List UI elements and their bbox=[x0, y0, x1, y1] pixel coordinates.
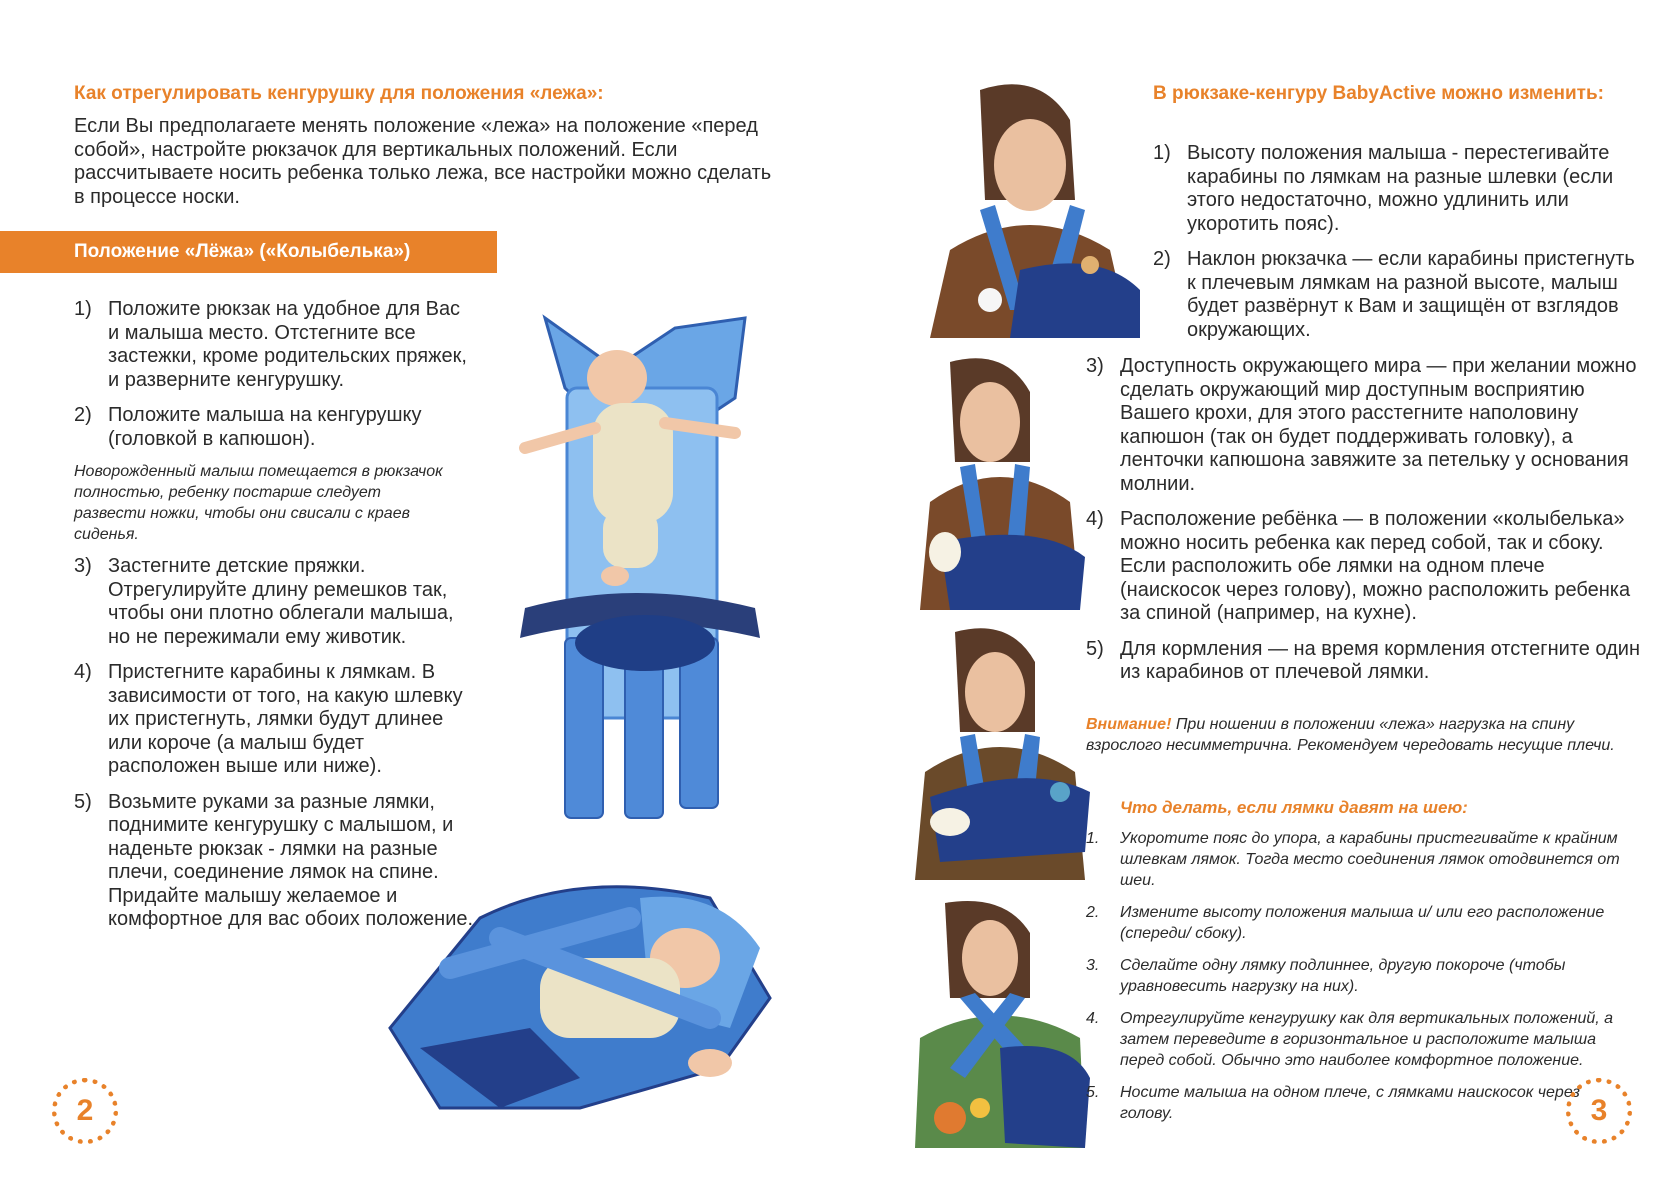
step-item: 5) Возьмите руками за разные лямки, поднимите кенгурушку с малышом, и наденьте рюкзак - лямки на разные плечи, соединение лямок на спине. Придайте малышу желаемое и комфортное для вас обоих положение. bbox=[74, 790, 474, 930]
page-number-right: 3 bbox=[1566, 1078, 1632, 1144]
warning-text: При ношении в положении «лежа» нагрузка на спину взрослого несимметрична. Рекомендуем чередовать несущие плечи. bbox=[1086, 716, 1615, 754]
neck-item: 2. Измените высоту положения малыша и/ или его расположение (спереди/ сбоку). bbox=[1086, 904, 1605, 942]
warning-note bbox=[1086, 714, 1626, 756]
newborn-note: Новорожденный малыш помещается в рюкзачок полностью, ребенку постарше следует развести ножки, чтобы они свисали с краев сиденья. bbox=[74, 463, 443, 543]
neck-item: 3. Сделайте одну лямку подлиннее, другую покороче (чтобы уравновесить нагрузку на них). bbox=[1086, 957, 1566, 995]
woman-carrier-photo-1 bbox=[910, 80, 1150, 338]
woman-carrier-photo-3 bbox=[910, 622, 1090, 880]
neck-list bbox=[1086, 828, 1636, 1135]
change-item: 3) Доступность окружающего мира — при желании можно сделать окружающий мир доступным восприятию Вашего крохи, для этого расстегните наполовину капюшон (так он будет поддерживать головку), а ленточки капюшона завяжите за петельку у основания молнии. bbox=[1086, 355, 1637, 495]
woman-carrier-photo-4 bbox=[910, 898, 1090, 1148]
step-item: 1) Положите рюкзак на удобное для Вас и малыша место. Отстегните все застежки, кроме родительских пряжек, и разверните кенгурушку. bbox=[74, 298, 467, 391]
neck-item: 1. Укоротите пояс до упора, а карабины пристегивайте к крайним шлевкам лямок. Тогда место соединения лямок отодвинется от шеи. bbox=[1086, 830, 1620, 889]
baby-in-hood-photo bbox=[380, 878, 790, 1148]
woman-carrier-photo-2 bbox=[910, 352, 1090, 610]
step-item: 3) Застегните детские пряжки. Отрегулируйте длину ремешков так, чтобы они плотно облегали малыша, но не пережимали ему животик. bbox=[74, 555, 454, 648]
neck-item: 4. Отрегулируйте кенгурушку как для вертикальных положений, а затем переведите в горизонтальное и расположите малыша перед собой. Обычно это наиболее комфортное положение. bbox=[1086, 1010, 1614, 1069]
change-item: 1) Высоту положения малыша - перестегивайте карабины по лямкам на разные шлевки (если этого недостаточно, можно удлинить или укоротить пояс). bbox=[1153, 142, 1614, 235]
change-item: 2) Наклон рюкзачка — если карабины пристегнуть к плечевым лямкам на разной высоте, малыш будет развёрнут к Вам и защищён от взглядов окружающих. bbox=[1153, 248, 1635, 341]
page-number-left: 2 bbox=[52, 1078, 118, 1144]
baby-on-carrier-photo bbox=[505, 308, 770, 828]
step-item: 4) Пристегните карабины к лямкам. В зависимости от того, на какую шлевку их пристегнуть, лямки будут длинее или короче (а малыш будет расположен выше или ниже). bbox=[74, 661, 463, 777]
changes-list-wide bbox=[1086, 355, 1646, 697]
right-section-title: В рюкзаке-кенгуру BabyActive можно изменить: bbox=[1153, 83, 1604, 104]
neck-item: 5. Носите малыша на одном плече, с лямками наискосок через голову. bbox=[1086, 1084, 1580, 1122]
left-intro-paragraph: Если Вы предполагаете менять положение «лежа» на положение «перед собой», настройте рюкзачок для вертикальных положений. Если рассчитываете носить ребенка только лежа, все настройки можно сделать в процессе носки. bbox=[74, 115, 772, 208]
position-banner: Положение «Лёжа» («Колыбелька») bbox=[0, 231, 497, 273]
neck-title: Что делать, если лямки давят на шею: bbox=[1120, 798, 1468, 817]
left-section-title: Как отрегулировать кенгурушку для положения «лежа»: bbox=[74, 83, 604, 104]
changes-list-narrow bbox=[1153, 142, 1643, 354]
change-item: 5) Для кормления — на время кормления отстегните один из карабинов от плечевой лямки. bbox=[1086, 637, 1640, 683]
change-item: 4) Расположение ребёнка — в положении «колыбелька» можно носить ребенка как перед собой, так и сбоку. Если расположить обе лямки на одном плече (наискосок через голову), можно расположить ребенка за спиной (например, на кухне). bbox=[1086, 508, 1631, 624]
steps-list-a bbox=[74, 298, 474, 463]
step-item: 2) Положите малыша на кенгурушку (головкой в капюшон). bbox=[74, 404, 422, 450]
warning-label: Внимание! bbox=[1086, 716, 1172, 733]
